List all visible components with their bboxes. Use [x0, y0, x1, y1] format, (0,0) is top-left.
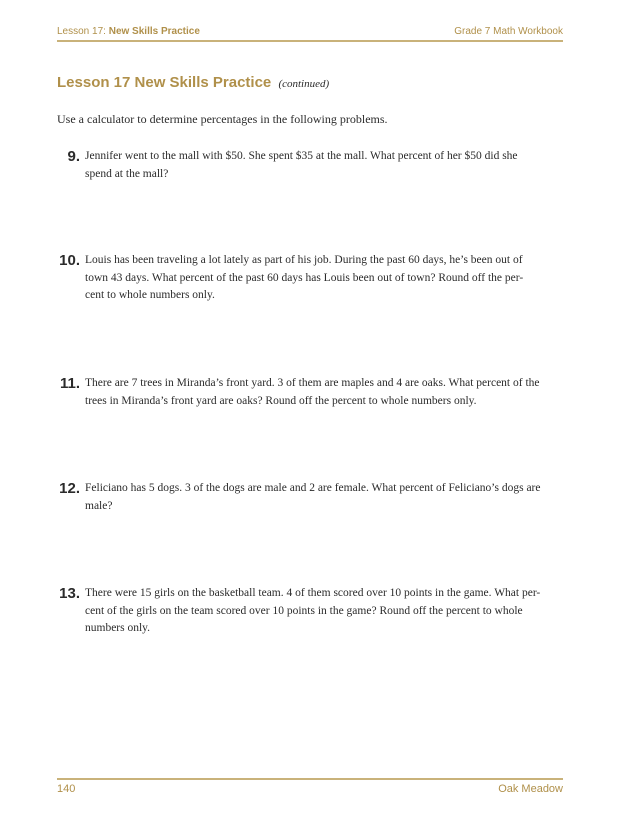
problem-line: spend at the mall?	[85, 167, 169, 180]
problem-line: town 43 days. What percent of the past 60 days has Louis been out of town? Round off the per-	[85, 271, 524, 284]
page-footer	[57, 783, 563, 795]
problem-line: numbers only.	[85, 622, 151, 634]
publisher-name: Oak Meadow	[498, 783, 563, 795]
problem-line: Louis has been traveling a lot lately as part of his job. During the past 60 days, he’s been out of	[85, 254, 523, 266]
header-rule	[57, 40, 563, 42]
problem-number: 9.	[67, 148, 80, 165]
continued-label: (continued)	[278, 78, 330, 90]
problem-text	[85, 252, 565, 305]
problem-line: There are 7 trees in Miranda’s front yard. 3 of them are maples and 4 are oaks. What percent of the	[85, 377, 540, 389]
footer-rule	[57, 778, 563, 780]
instructions: Use a calculator to determine percentages in the following problems.	[57, 112, 388, 126]
problem-text	[85, 148, 565, 183]
problem-number: 11.	[59, 375, 80, 392]
header-lesson-title: New Skills Practice	[108, 26, 200, 37]
header-book-title: Grade 7 Math Workbook	[454, 26, 563, 37]
problem-text	[85, 375, 565, 410]
problem-line: Feliciano has 5 dogs. 3 of the dogs are male and 2 are female. What percent of Feliciano’s dogs are	[85, 482, 541, 494]
problem-line: male?	[85, 499, 113, 512]
problem-line: cent to whole numbers only.	[85, 289, 215, 301]
problem-number: 10.	[59, 252, 80, 269]
page-number: 140	[57, 783, 76, 795]
problem-number: 13.	[59, 585, 80, 602]
running-header	[57, 26, 563, 37]
problem-text	[85, 480, 565, 515]
header-lesson-prefix: Lesson 17:	[57, 26, 106, 37]
problem-line: There were 15 girls on the basketball team. 4 of them scored over 10 points in the game. What per-	[85, 587, 541, 599]
problem-number: 12.	[59, 480, 80, 497]
problem-line: Jennifer went to the mall with $50. She spent $35 at the mall. What percent of her $50 did she	[85, 150, 518, 162]
problem-text	[85, 585, 565, 638]
page-title	[57, 74, 329, 91]
page-title-text: Lesson 17 New Skills Practice	[57, 74, 272, 91]
problem-line: trees in Miranda’s front yard are oaks? Round off the percent to whole numbers only.	[85, 394, 477, 407]
header-lesson	[57, 26, 200, 37]
problem-line: cent of the girls on the team scored over 10 points in the game? Round off the percent to whole	[85, 604, 523, 617]
